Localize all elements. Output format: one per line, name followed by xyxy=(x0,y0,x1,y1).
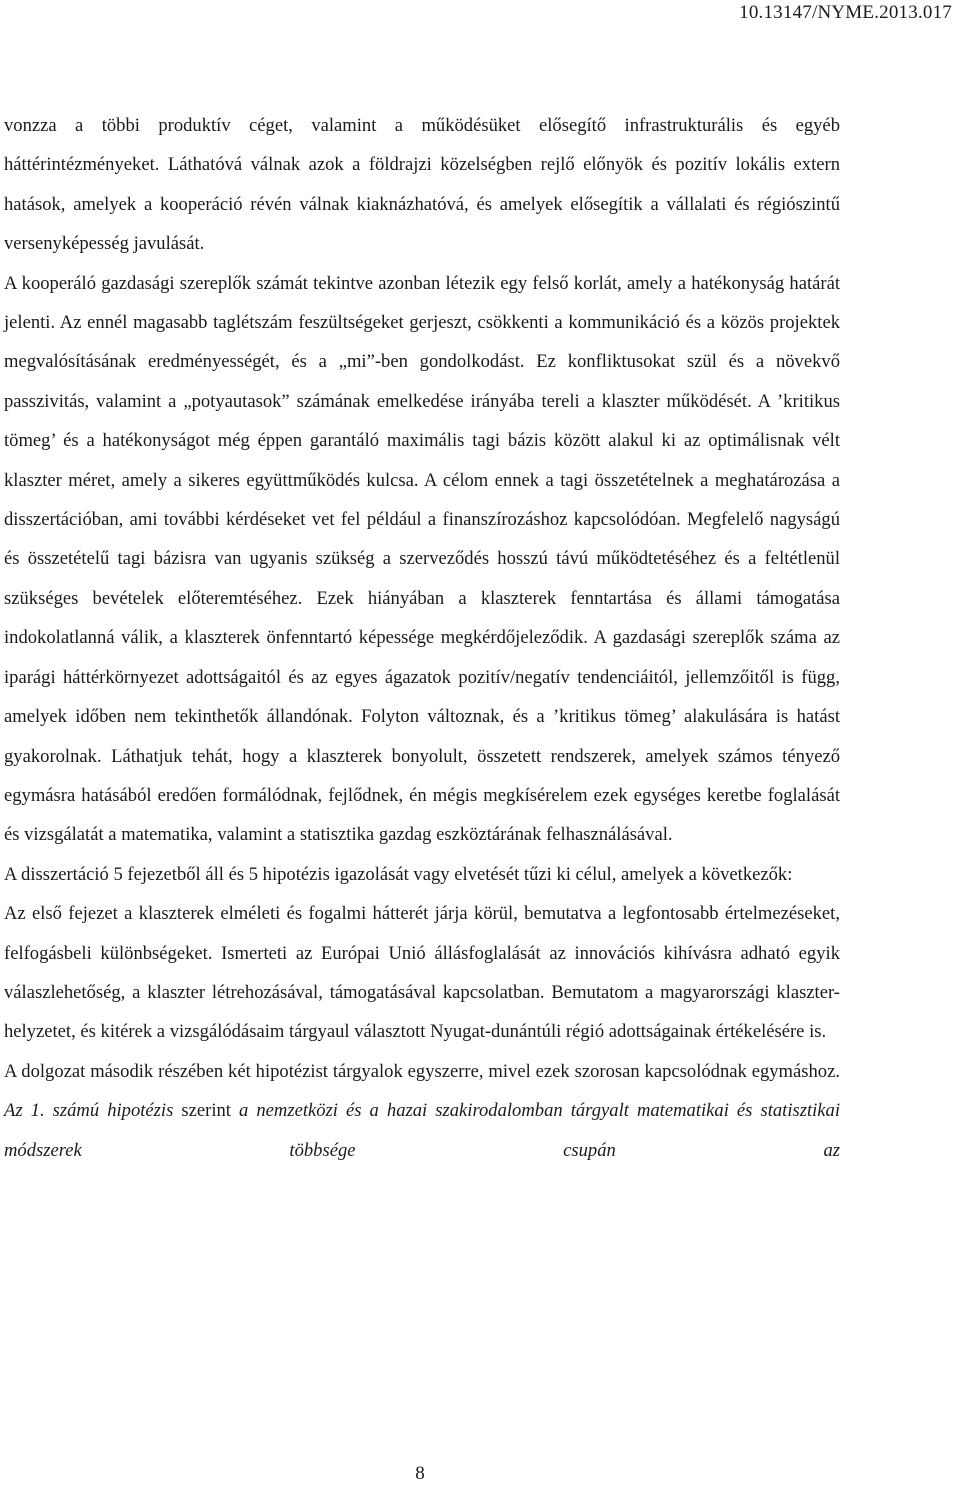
paragraph-5-text: A dolgozat második részében két hipotézist tárgyalok egyszerre, mivel ezek szorosan kapcsolódnak egymáshoz. xyxy=(4,1060,840,1082)
page-number: 8 xyxy=(415,1463,425,1484)
paragraph-5 xyxy=(4,1052,840,1170)
paragraph-5-connector: szerint xyxy=(173,1100,240,1122)
paragraph-4: Az első fejezet a klaszterek elméleti és fogalmi hátterét járja körül, bemutatva a legfontosabb értelmezéseket, felfogásbeli különbségeket. Ismerteti az Európai Unió állásfoglalását az innovációs kihívásra adható egyik válaszlehetőség, a klaszter létrehozásával, támogatásával kapcsolatban. Bemutatom a magyarországi klaszter-helyzetet, és kitérek a vizsgálódásaim tárgyaul választott Nyugat-dunántúli régió adottságainak értékelésére is. xyxy=(4,903,840,1043)
hypothesis-reference: Az 1. számú hipotézis xyxy=(4,1100,174,1122)
hypothesis-statement: a nemzetközi és a hazai szakirodalomban tárgyalt matematikai és statisztikai módszerek többsége csupán az xyxy=(4,1100,841,1161)
doi-header: 10.13147/NYME.2013.017 xyxy=(739,2,952,23)
body-text xyxy=(4,106,840,1170)
paragraph-1: vonzza a többi produktív céget, valamint a működésüket elősegítő infrastrukturális és egyéb háttérintézményeket. Láthatóvá válnak azok a földrajzi közelségben rejlő előnyök és pozitív lokális extern hatások, amelyek a kooperáció révén válnak kiaknázhatóvá, és amelyek elősegítik a vállalati és régiószintű versenyképesség javulását. xyxy=(4,115,840,255)
paragraph-3: A disszertáció 5 fejezetből áll és 5 hipotézis igazolását vagy elvetését tűzi ki célul, amelyek a következők: xyxy=(4,863,793,885)
paragraph-2: A kooperáló gazdasági szereplők számát tekintve azonban létezik egy felső korlát, amely a hatékonyság határát jelenti. Az ennél magasabb taglétszám feszültségeket gerjeszt, csökkenti a kommunikáció és a közös projektek megvalósításának eredményességét, és a „mi”-ben gondolkodást. Ez konfliktusokat szül és a növekvő passzivitás, valamint a „potyautasok” számának emelkedése irányába tereli a klaszter működését. A ’kritikus tömeg’ és a hatékonyságot még éppen garantáló maximális tagi bázis között alakul ki az optimálisnak vélt klaszter méret, amely a sikeres együttműködés kulcsa. A célom ennek a tagi összetételnek a meghatározása a disszertációban, ami további kérdéseket vet fel például a finanszírozáshoz kapcsolódóan. Megfelelő nagyságú és összetételű tagi bázisra van ugyanis szükség a szerveződés hosszú távú működtetéséhez és a feltétlenül szükséges bevételek előteremtéséhez. Ezek hiányában a klaszterek fenntartása és állami támogatása indokolatlanná válik, a klaszterek önfenntartó képessége megkérdőjeleződik. A gazdasági szereplők száma az iparági háttérkörnyezet adottságaitól és az egyes ágazatok pozitív/negatív tendenciáitól, jellemzőitől is függ, amelyek időben nem tekinthetők állandónak. Folyton változnak, és a ’kritikus tömeg’ alakulására is hatást gyakorolnak. Láthatjuk tehát, hogy a klaszterek bonyolult, összetett rendszerek, amelyek számos tényező egymásra hatásából eredően formálódnak, fejlődnek, én mégis megkísérelem ezek egységes keretbe foglalását és vizsgálatát a matematika, valamint a statisztika gazdag eszköztárának felhasználásával. xyxy=(4,272,840,846)
